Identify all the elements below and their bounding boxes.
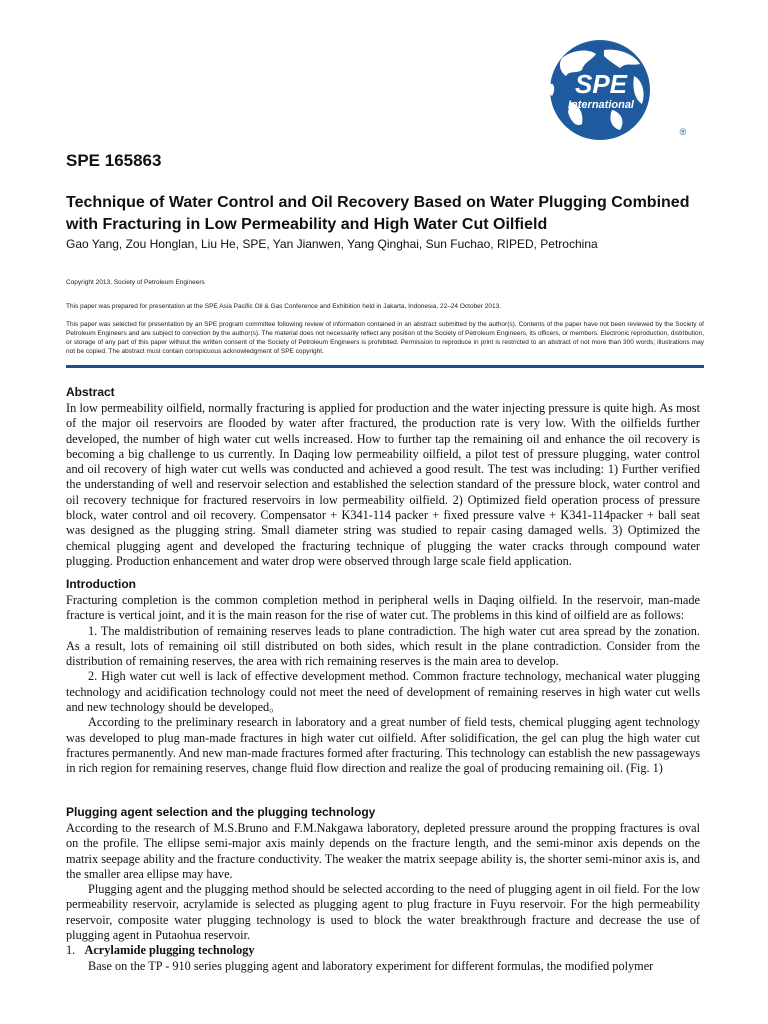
- subsection-number: 1.: [66, 943, 76, 958]
- paper-number: SPE 165863: [66, 151, 162, 170]
- logo-brand-text: SPE: [574, 69, 628, 99]
- abstract-section: [66, 401, 700, 569]
- subsection-heading: [66, 943, 700, 958]
- paper-title: Technique of Water Control and Oil Recovery Based on Water Plugging Combined with Fracturing in Low Permeability and High Water Cut Oilfield: [66, 194, 690, 233]
- header-divider: [66, 365, 704, 368]
- intro-paragraph-2: 1. The maldistribution of remaining reserves leads to plane contradiction. The high water cut area spread by the zonation. As a result, lots of remaining oil still distributed on both sides, which result in the plane contradiction. Consider from the distribution of remaining reserves, the area with rich remaining reserves is the main area to develop.: [66, 623, 700, 669]
- abstract-text: In low permeability oilfield, normally fracturing is applied for production and the water injecting pressure is quite high. As most of the major oil reservoirs are flooded by water after fractured, the production rate is very low. With the oilfields further developed, the number of high water cut wells increased. How to further tap the remaining oil and enhance the oil recovery is becoming a big challenge to us currently. In Daqing low permeability oilfield, a pilot test of pressure plugging, water control and oil recovery of high water cut wells was conducted and achieved a good result. The test was including: 1) Further verified the understanding of well and reservoir selection and established the selection standard of the pressure block, water control and oil recovery technique for fractured reservoirs in low permeability oilfield. 2) Optimized field operation process of pressure block, water control and oil recovery. Compensator + K341-114 packer + fixed pressure valve + K341-114packer + ball seat was designed as the plugging string. Small diameter string was studied to repair casing damaged wells. 3) Optimized the chemical plugging agent and developed the fracturing technique of plugging the water cracks through compound water plugging. Production enhancement and water drop were observed through large scale field application.: [66, 401, 700, 568]
- presentation-notice: This paper was prepared for presentation at the SPE Asia Pacific Oil & Gas Conference and Exhibition held in Jakarta, Indonesia, 22–24 October 2013.: [66, 303, 502, 310]
- plugging-heading: Plugging agent selection and the plugging technology: [66, 805, 376, 819]
- intro-paragraph-3: 2. High water cut well is lack of effective development method. Common fracture technology, mechanical water plugging technology and acidification technology could not meet the need of development of remaining reserves in high water cut wells and new technology should be developed。: [66, 669, 700, 715]
- plugging-paragraph-1: According to the research of M.S.Bruno and F.M.Nakgawa laboratory, depleted pressure around the propping fractures is oval on the profile. The ellipse semi-major axis mainly depends on the fracture length, and the semi-minor axis depends on the matrix seepage ability and the fracture conductivity. The weaker the matrix seepage ability is, the shorter semi-minor axis is, and the smaller area ellipse may have.: [66, 821, 700, 881]
- intro-paragraph-4: According to the preliminary research in laboratory and a great number of field tests, chemical plugging agent technology was developed to plug man-made fractures in high water cut oilfield. After solidification, the gel can plug the high water cut fractures permanently. And new man-made fractures formed after fracturing. This technology can establish the new passageways in rich region for remaining reserves, change fluid flow direction and realize the goal of producing remaining oil. (Fig. 1): [66, 715, 700, 776]
- registered-mark: ®: [679, 127, 687, 137]
- copyright-notice: Copyright 2013, Society of Petroleum Engineers: [66, 279, 205, 286]
- intro-paragraph-1: Fracturing completion is the common completion method in peripheral wells in Daqing oilfield. In the reservoir, man-made fracture is vertical joint, and it is the main reason for the rise of water cut. The problems in this kind of oilfield are as follows:: [66, 593, 700, 623]
- plugging-paragraph-3: Base on the TP - 910 series plugging agent and laboratory experiment for different formulas, the modified polymer: [88, 958, 654, 973]
- review-notice: This paper was selected for presentation by an SPE program committee following review of information contained in an abstract submitted by the author(s). Contents of the paper have not been reviewed by the Society of Petroleum Engineers and are subject to correction by the author(s). The material does not necessarily reflect any position of the Society of Petroleum Engineers, its officers, or members. Electronic reproduction, distribution, or storage of any part of this paper without the written consent of the Society of Petroleum Engineers is prohibited. Permission to reproduce in print is restricted to an abstract of not more than 300 words; illustrations may not be copied. The abstract must contain conspicuous acknowledgment of SPE copyright.: [66, 321, 704, 355]
- introduction-heading: Introduction: [66, 577, 136, 591]
- introduction-section: [66, 593, 700, 777]
- logo-subtitle-text: International: [567, 99, 635, 111]
- plugging-section: [66, 821, 700, 974]
- author-list: Gao Yang, Zou Honglan, Liu He, SPE, Yan Jianwen, Yang Qinghai, Sun Fuchao, RIPED, Petrochina: [66, 237, 598, 251]
- spe-international-logo: [500, 40, 700, 144]
- abstract-heading: Abstract: [66, 385, 115, 399]
- plugging-paragraph-2: Plugging agent and the plugging method should be selected according to the need of plugging agent in oil field. For the low permeability reservoir, acrylamide is selected as plugging agent to plug fracture in Fuyu reservoir. For the high permeability reservoir, composite water plugging technology is used to block the water breakthrough fracture and decrease the use of plugging agent in Putaohua reservoir.: [66, 882, 700, 943]
- subsection-title: Acrylamide plugging technology: [84, 943, 255, 958]
